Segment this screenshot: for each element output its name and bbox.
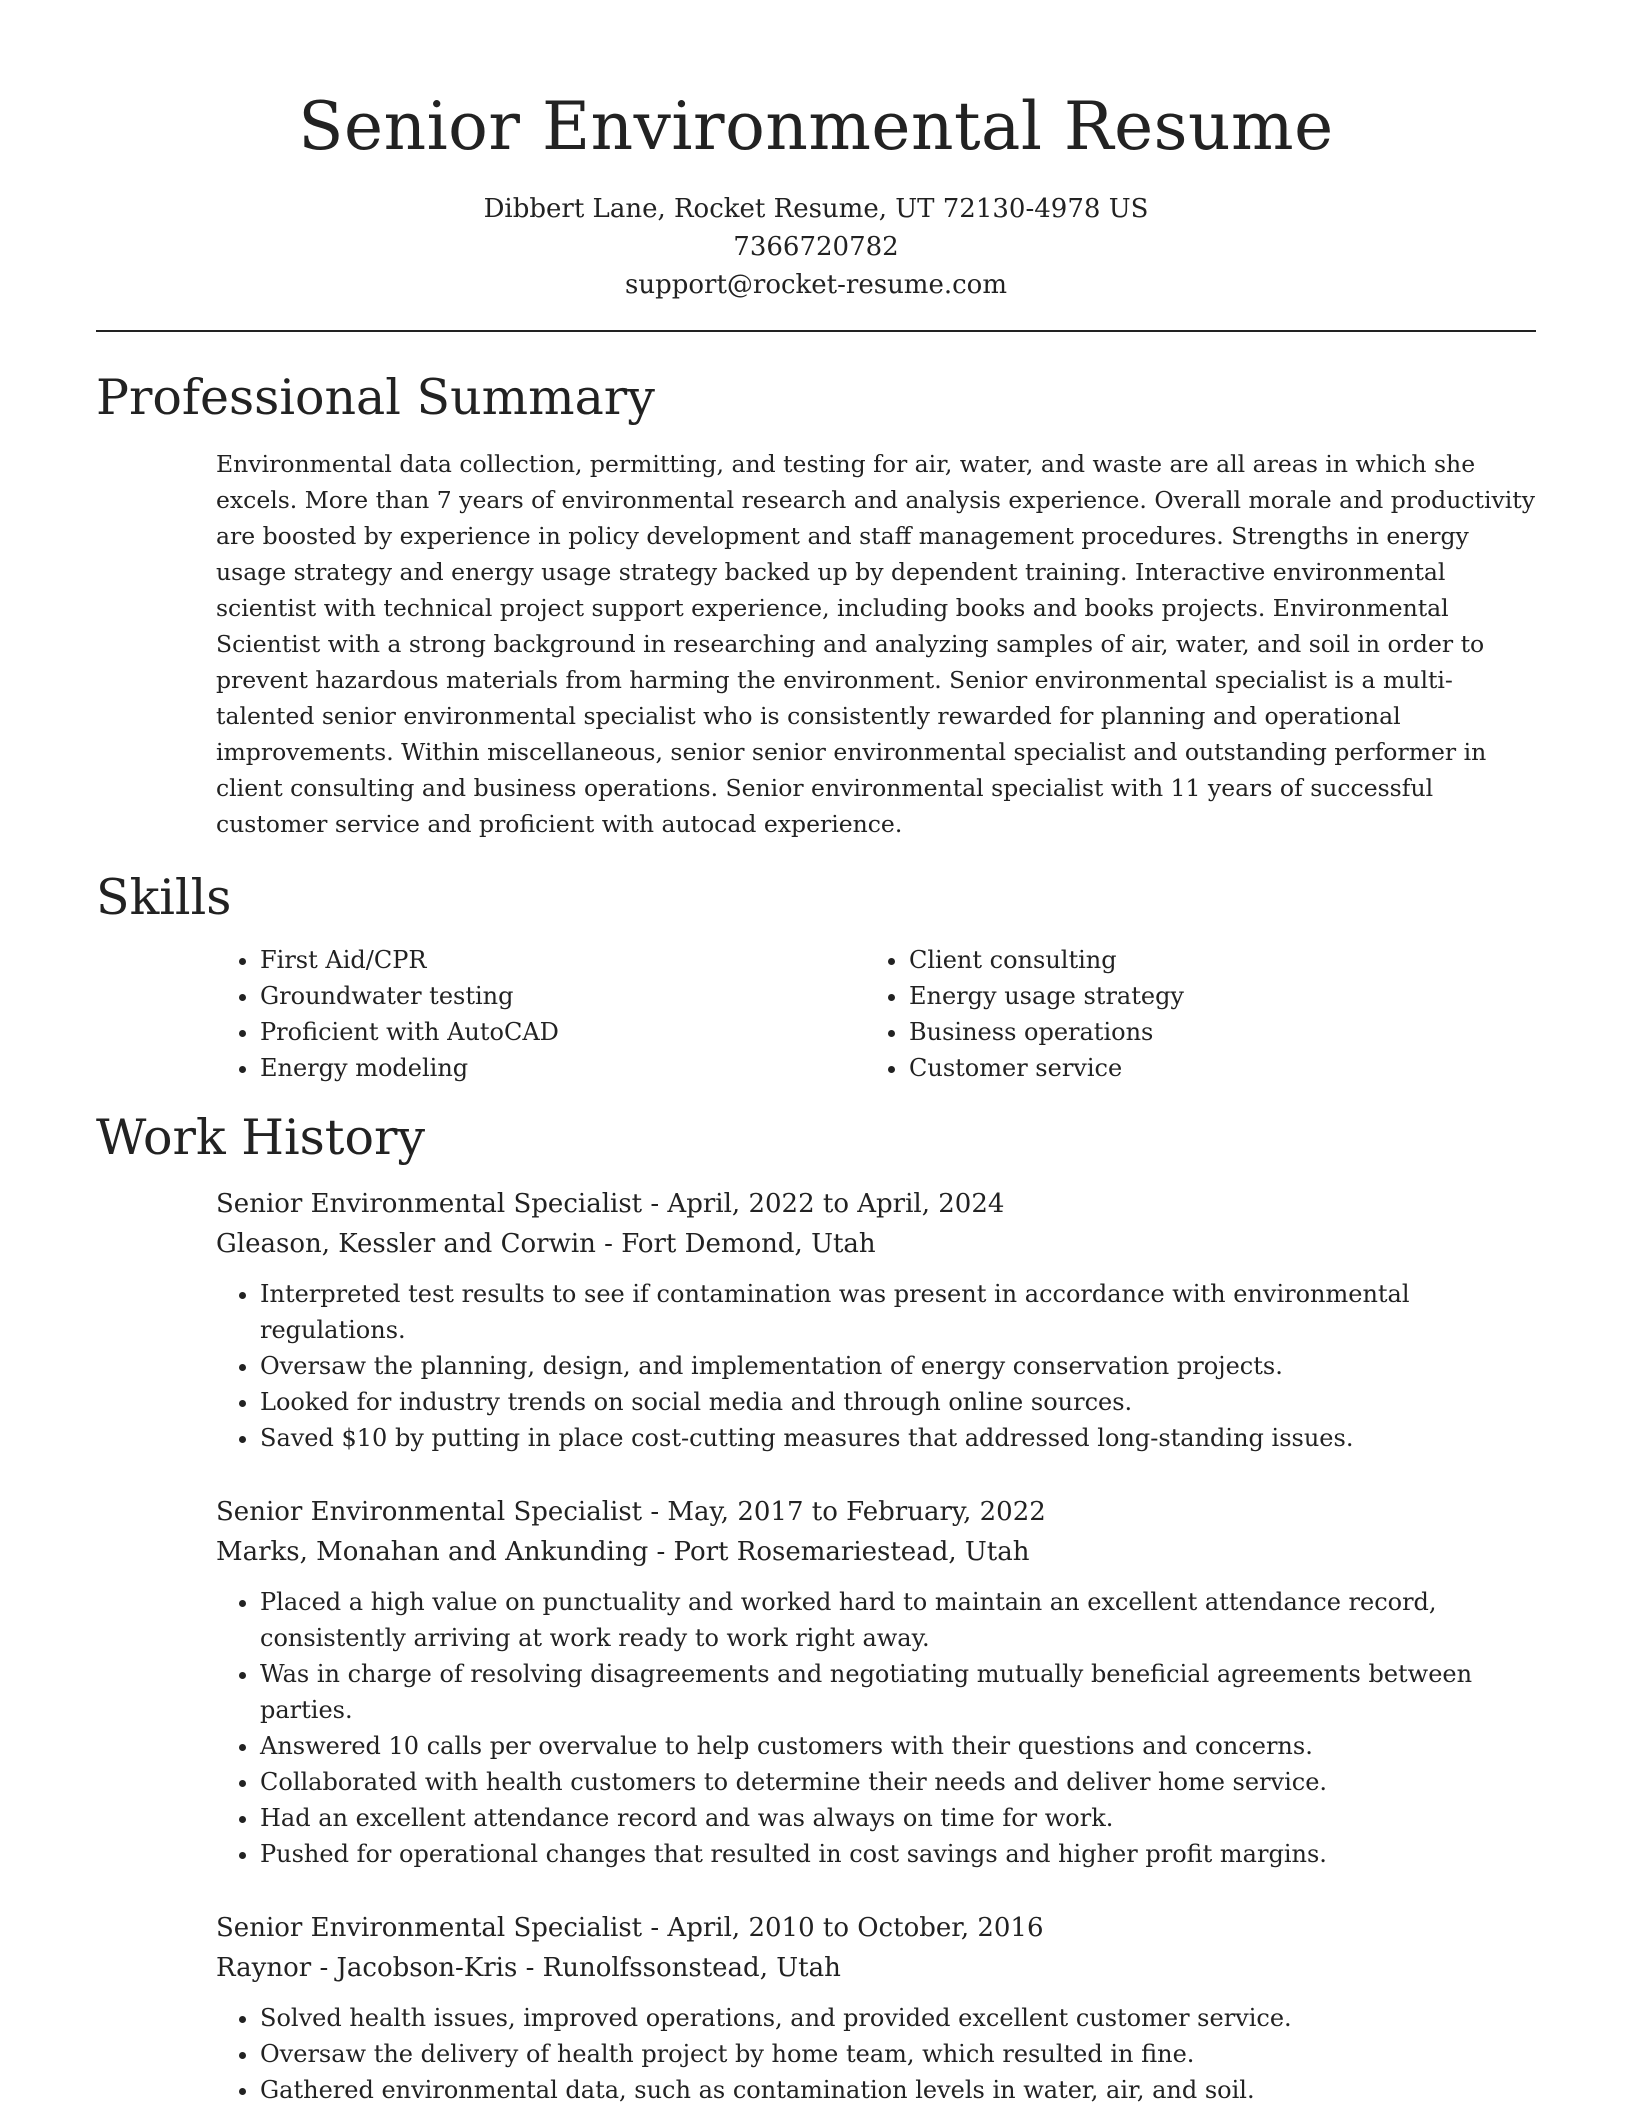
skill-item: • Energy usage strategy	[909, 978, 1514, 1014]
job-bullet: • Oversaw the delivery of health project by home team, which resulted in fine.	[260, 2036, 1536, 2072]
job-entry	[216, 1908, 1536, 2108]
job-company-line: Gleason, Kessler and Corwin - Fort Demond, Utah	[216, 1229, 876, 1259]
skill-item: • Groundwater testing	[260, 978, 865, 1014]
job-company-line: Marks, Monahan and Ankunding - Port Rosemariestead, Utah	[216, 1537, 1030, 1567]
contact-address: Dibbert Lane, Rocket Resume, UT 72130-4978 US	[483, 194, 1149, 224]
job-bullet: • Answered 10 calls per overvalue to help customers with their questions and concerns.	[260, 1728, 1536, 1764]
job-bullet: • Pushed for operational changes that resulted in cost savings and higher profit margins.	[260, 1836, 1536, 1872]
job-bullet: • Saved $10 by putting in place cost-cutting measures that addressed long-standing issues.	[260, 1420, 1536, 1456]
section-title-skills: Skills	[96, 869, 232, 926]
resume-title: Senior Environmental Resume	[298, 88, 1334, 165]
skills-list-left	[216, 942, 865, 1086]
skill-item: • First Aid/CPR	[260, 942, 865, 978]
job-bullet-list	[216, 1584, 1536, 1872]
job-entry	[216, 1492, 1536, 1872]
skill-item: • Customer service	[909, 1050, 1514, 1086]
job-company-line: Raynor - Jacobson-Kris - Runolfssonstead, Utah	[216, 1953, 841, 1983]
skill-item: • Client consulting	[909, 942, 1514, 978]
job-bullet: • Solved health issues, improved operations, and provided excellent customer service.	[260, 2000, 1536, 2036]
resume-page	[96, 0, 1536, 2108]
job-title-line: Senior Environmental Specialist - April, 2022 to April, 2024	[216, 1189, 1005, 1219]
skill-item: • Energy modeling	[260, 1050, 865, 1086]
job-bullet: • Had an excellent attendance record and was always on time for work.	[260, 1800, 1536, 1836]
resume-header	[96, 0, 1536, 304]
job-bullet: • Collaborated with health customers to determine their needs and deliver home service.	[260, 1764, 1536, 1800]
job-bullet: • Gathered environmental data, such as contamination levels in water, air, and soil.	[260, 2072, 1536, 2108]
summary-paragraph: Environmental data collection, permitting, and testing for air, water, and waste are all areas in which she excels. More than 7 years of environmental research and analysis experience. Overall morale and productivity are boosted by experience in policy development and staff management procedures. Strengths in energy usage strategy and energy usage strategy backed up by dependent training. Interactive environmental scientist with technical project support experience, including books and books projects. Environmental Scientist with a strong background in researching and analyzing samples of air, water, and soil in order to prevent hazardous materials from harming the environment. Senior environmental specialist is a multi-talented senior environmental specialist who is consistently rewarded for planning and operational improvements. Within miscellaneous, senior senior environmental specialist and outstanding performer in client consulting and business operations. Senior environmental specialist with 11 years of successful customer service and proficient with autocad experience.	[216, 450, 1535, 838]
skills-grid	[216, 942, 1536, 1086]
job-bullet-list	[216, 2000, 1536, 2108]
job-bullet: • Was in charge of resolving disagreements and negotiating mutually beneficial agreements between parties.	[260, 1656, 1536, 1728]
job-bullet: • Looked for industry trends on social media and through online sources.	[260, 1384, 1536, 1420]
job-title-line: Senior Environmental Specialist - May, 2017 to February, 2022	[216, 1497, 1046, 1527]
section-title-summary: Professional Summary	[96, 369, 655, 426]
header-divider	[96, 330, 1536, 332]
skill-item: • Business operations	[909, 1014, 1514, 1050]
skills-list-right	[865, 942, 1514, 1086]
job-title-line: Senior Environmental Specialist - April, 2010 to October, 2016	[216, 1913, 1044, 1943]
job-bullet-list	[216, 1276, 1536, 1456]
job-bullet: • Interpreted test results to see if contamination was present in accordance with environmental regulations.	[260, 1276, 1536, 1348]
contact-email: support@rocket-resume.com	[624, 270, 1007, 300]
contact-block	[96, 190, 1536, 304]
job-bullet: • Oversaw the planning, design, and implementation of energy conservation projects.	[260, 1348, 1536, 1384]
job-entry	[216, 1184, 1536, 1456]
section-title-work-history: Work History	[96, 1109, 426, 1166]
contact-phone: 7366720782	[733, 232, 899, 262]
job-bullet: • Placed a high value on punctuality and worked hard to maintain an excellent attendance record, consistently arriving at work ready to work right away.	[260, 1584, 1536, 1656]
skill-item: • Proficient with AutoCAD	[260, 1014, 865, 1050]
